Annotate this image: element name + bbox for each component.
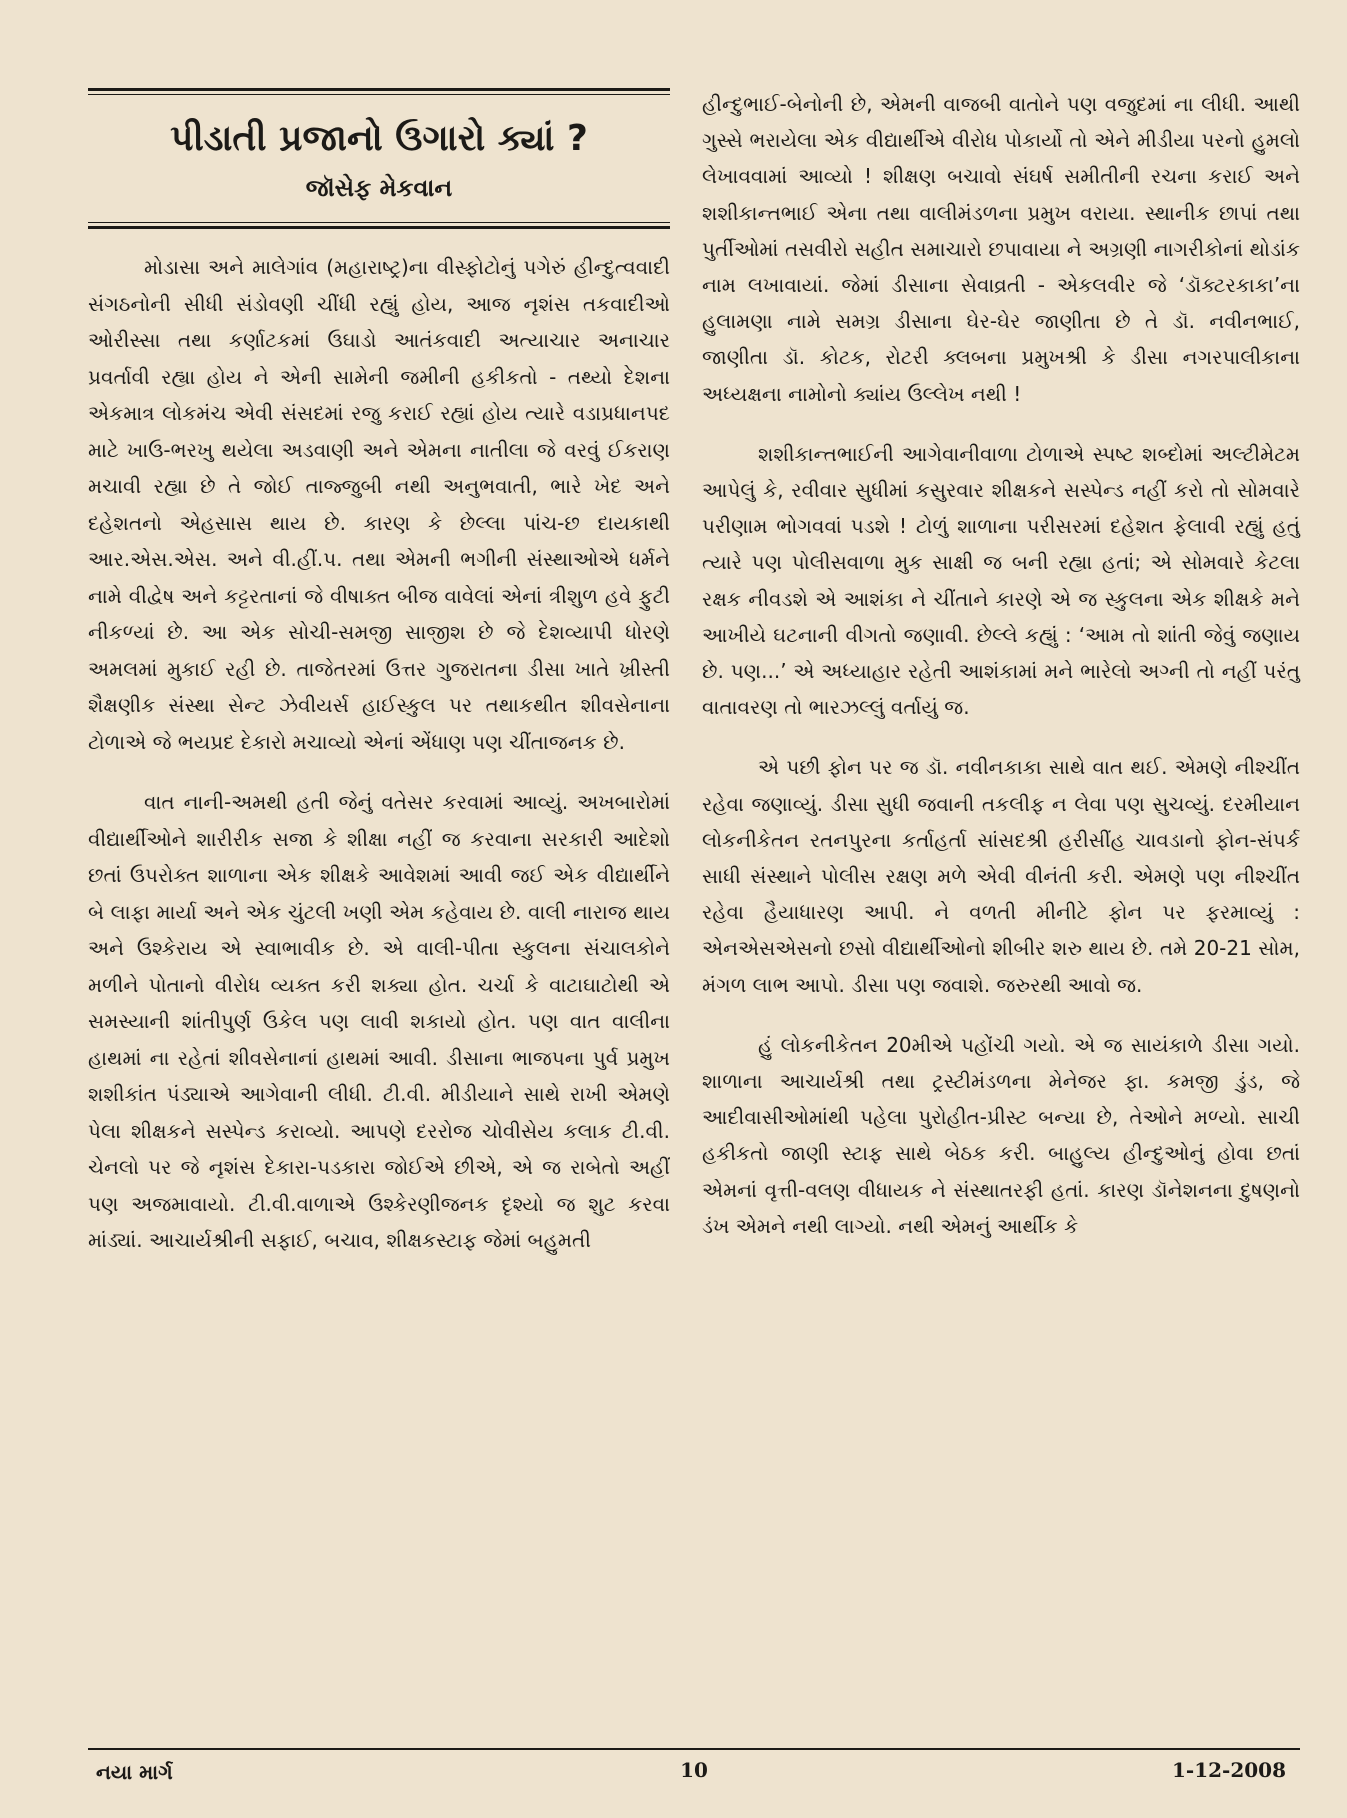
paragraph: વાત નાની-અમથી હતી જેનું વતેસર કરવામાં આવ્યું. અખબારોમાં વીદ્યાર્થીઓને શારીરીક સજા કે શીક્ષા નહીં જ કરવાના સરકારી આદેશો છતાં ઉપરોક્ત શાળાના એક શીક્ષકે આવેશમાં આવી જઈ એક વીદ્યાર્થીને બે લાફા માર્યા અને એક ચુંટલી ખણી એમ કહેવાય છે. વાલી નારાજ થાય અને ઉશ્કેરાય એ સ્વાભાવીક છે. એ વાલી-પીતા સ્કુલના સંચાલકોને મળીને પોતાનો વીરોધ વ્યક્ત કરી શક્યા હોત. ચર્ચા કે વાટાઘાટોથી એ સમસ્યાની શાંતીપુર્ણ ઉકેલ પણ લાવી શકાયો હોત. પણ વાત વાલીના હાથમાં ના રહેતાં શીવસેનાનાં હાથમાં આવી. ડીસાના ભાજપના પુર્વ પ્રમુખ શશીકાંત પંડ્યાએ આગેવાની લીધી. ટી.વી. મીડીયાને સાથે રાખી એમણે પેલા શીક્ષકને સસ્પેન્ડ કરાવ્યો. આપણે દરરોજ ચોવીસેય કલાક ટી.વી. ચેનલો પર જે નૃશંસ દેકારા-પડકારા જોઈએ છીએ, એ જ રાબેતો અહીં પણ અજમાવાયો. ટી.વી.વાળાએ ઉશ્કેરણીજનક દૃશ્યો જ શુટ કરવા માંડ્યાં. આચાર્યશ્રીની સફાઈ, બચાવ, શીક્ષકસ્ટાફ જેમાં બહુમતી (88, 790, 670, 1253)
left-body (88, 249, 670, 1259)
page-number: 10 (680, 1758, 708, 1782)
title-top-rule (88, 88, 670, 91)
right-column (702, 86, 1300, 1268)
article-title: પીડાતી પ્રજાનો ઉગારો ક્યાં ? (170, 118, 588, 159)
publication-name: નયા માર્ગ (96, 1760, 173, 1784)
left-column (88, 88, 670, 1283)
paragraph: મોડાસા અને માલેગાંવ (મહારાષ્ટ્ર)ના વીસ્ફોટોનું પગેરું હીન્દુત્વવાદી સંગઠનોની સીધી સંડોવણી ચીંધી રહ્યું હોય, આજ નૃશંસ તકવાદીઓ ઓરીસ્સા તથા કર્ણાટકમાં ઉઘાડો આતંકવાદી અત્યાચાર અનાચાર પ્રવર્તાવી રહ્યા હોય ને એની સામેની જમીની હકીકતો - તથ્યો દેશના એકમાત્ર લોકમંચ એવી સંસદમાં રજુ કરાઈ રહ્યાં હોય ત્યારે વડાપ્રધાનપદ માટે ખાઉ-ભરખુ થયેલા અડવાણી અને એમના નાતીલા જે વરવું ઈકરાણ મચાવી રહ્યા છે તે જોઈ તાજ્જુબી નથી અનુભવાતી, ભારે ખેદ અને દહેશતનો એહસાસ થાય છે. કારણ કે છેલ્લા પાંચ-છ દાયકાથી આર.એસ.એસ. અને વી.હીં.પ. તથા એમની ભગીની સંસ્થાઓએ ધર્મને નામે વીદ્વેષ અને કટ્ટરતાનાં જે વીષાક્ત બીજ વાવેલાં એનાં ત્રીશુળ હવે ફુટી નીકળ્યાં છે. આ એક સોચી-સમજી સાજીશ છે જે દેશવ્યાપી ધોરણે અમલમાં મુકાઈ રહી છે. તાજેતરમાં ઉત્તર ગુજરાતના ડીસા ખાતે ખ્રીસ્તી શૈક્ષણીક સંસ્થા સેન્ટ ઝેવીયર્સ હાઈસ્કુલ પર તથાકથીત શીવસેનાના ટોળાએ જે ભયપ્રદ દેકારો મચાવ્યો એનાં એંધાણ પણ ચીંતાજનક છે. (88, 255, 670, 754)
paragraph: શશીકાન્તભાઈની આગેવાનીવાળા ટોળાએ સ્પષ્ટ શબ્દોમાં અલ્ટીમેટમ આપેલું કે, રવીવાર સુધીમાં કસુરવાર શીક્ષકને સસ્પેન્ડ નહીં કરો તો સોમવારે પરીણામ ભોગવવાં પડશે ! ટોળું શાળાના પરીસરમાં દહેશત ફેલાવી રહ્યું હતું ત્યારે પણ પોલીસવાળા મુક સાક્ષી જ બની રહ્યા હતાં; એ સોમવારે કેટલા રક્ષક નીવડશે એ આશંકા ને ચીંતાને કારણે એ જ સ્કુલના એક શીક્ષકે મને આખીયે ઘટનાની વીગતો જણાવી. છેલ્લે કહ્યું : ‘આમ તો શાંતી જેવું જણાય છે. પણ...’ એ અધ્યાહાર રહેતી આશંકામાં મને ભારેલો અગ્ની તો નહીં પરંતુ વાતાવરણ તો ભારઝલ્લું વર્તાયું જ. (702, 441, 1300, 720)
paragraph: હું લોકનીકેતન 20મીએ પહોંચી ગયો. એ જ સાયંકાળે ડીસા ગયો. શાળાના આચાર્યશ્રી તથા ટ્રસ્ટીમંડળના મેનેજર ફા. કમજી ડુંડ, જે આદીવાસીઓમાંથી પહેલા પુરોહીત-પ્રીસ્ટ બન્યા છે, તેઓને મળ્યો. સાચી હકીકતો જાણી સ્ટાફ સાથે બેઠક કરી. બાહુલ્ય હીન્દુઓનું હોવા છતાં એમનાં વૃત્તી-વલણ વીધાયક ને સંસ્થાતરફી હતાં. કારણ ડૉનેશનના દુષણનો ડંખ એમને નથી લાગ્યો. નથી એમનું આર્થીક કે (702, 1032, 1300, 1238)
title-top-rule-thin (88, 94, 670, 95)
title-bottom-rule-thin (88, 222, 670, 223)
paragraph: એ પછી ફોન પર જ ડૉ. નવીનકાકા સાથે વાત થઈ. એમણે નીશ્ચીંત રહેવા જણાવ્યું. ડીસા સુધી જવાની તકલીફ ન લેવા પણ સુચવ્યું. દરમીયાન લોકનીકેતન રતનપુરના કર્તાહર્તા સાંસદશ્રી હરીસીંહ ચાવડાનો ફોન-સંપર્ક સાધી સંસ્થાને પોલીસ રક્ષણ મળે એવી વીનંતી કરી. એમણે પણ નીશ્ચીંત રહેવા હૈયાધારણ આપી. ને વળતી મીનીટે ફોન પર ફરમાવ્યું : એનએસએસનો છસો વીદ્યાર્થીઓનો શીબીર શરુ થાય છે. તમે 20-21 સોમ, મંગળ લાભ આપો. ડીસા પણ જવાશે. જરુરથી આવો જ. (702, 755, 1300, 997)
right-body (702, 86, 1300, 1244)
paragraph: હીન્દુભાઈ-બેનોની છે, એમની વાજબી વાતોને પણ વજુદમાં ના લીધી. આથી ગુસ્સે ભરાયેલા એક વીદ્યાર્થીએ વીરોધ પોકાર્યો તો એને મીડીયા પરનો હુમલો લેખાવવામાં આવ્યો ! શીક્ષણ બચાવો સંઘર્ષ સમીતીની રચના કરાઈ અને શશીકાન્તભાઈ એના તથા વાલીમંડળના પ્રમુખ વરાયા. સ્થાનીક છાપાં તથા પુર્તીઓમાં તસવીરો સહીત સમાચારો છપાવાયા ને અગ્રણી નાગરીકોનાં થોડાંક નામ લખાવાયાં. જેમાં ડીસાના સેવાવ્રતી - એકલવીર જે ‘ડૉક્ટરકાકા’ના હુલામણા નામે સમગ્ર ડીસાના ઘેર-ઘેર જાણીતા છે તે ડૉ. નવીનભાઈ, જાણીતા ડૉ. કોટક, રોટરી ક્લબના પ્રમુખશ્રી કે ડીસા નગરપાલીકાના અધ્યક્ષના નામોનો ક્યાંય ઉલ્લેખ નથી ! (702, 92, 1300, 406)
footer-rule (88, 1748, 1300, 1750)
issue-date: 1-12-2008 (1171, 1758, 1286, 1782)
title-bottom-rule (88, 226, 670, 229)
article-author: જૉસેફ મેકવાન (305, 174, 453, 203)
page-footer (88, 1756, 1300, 1796)
